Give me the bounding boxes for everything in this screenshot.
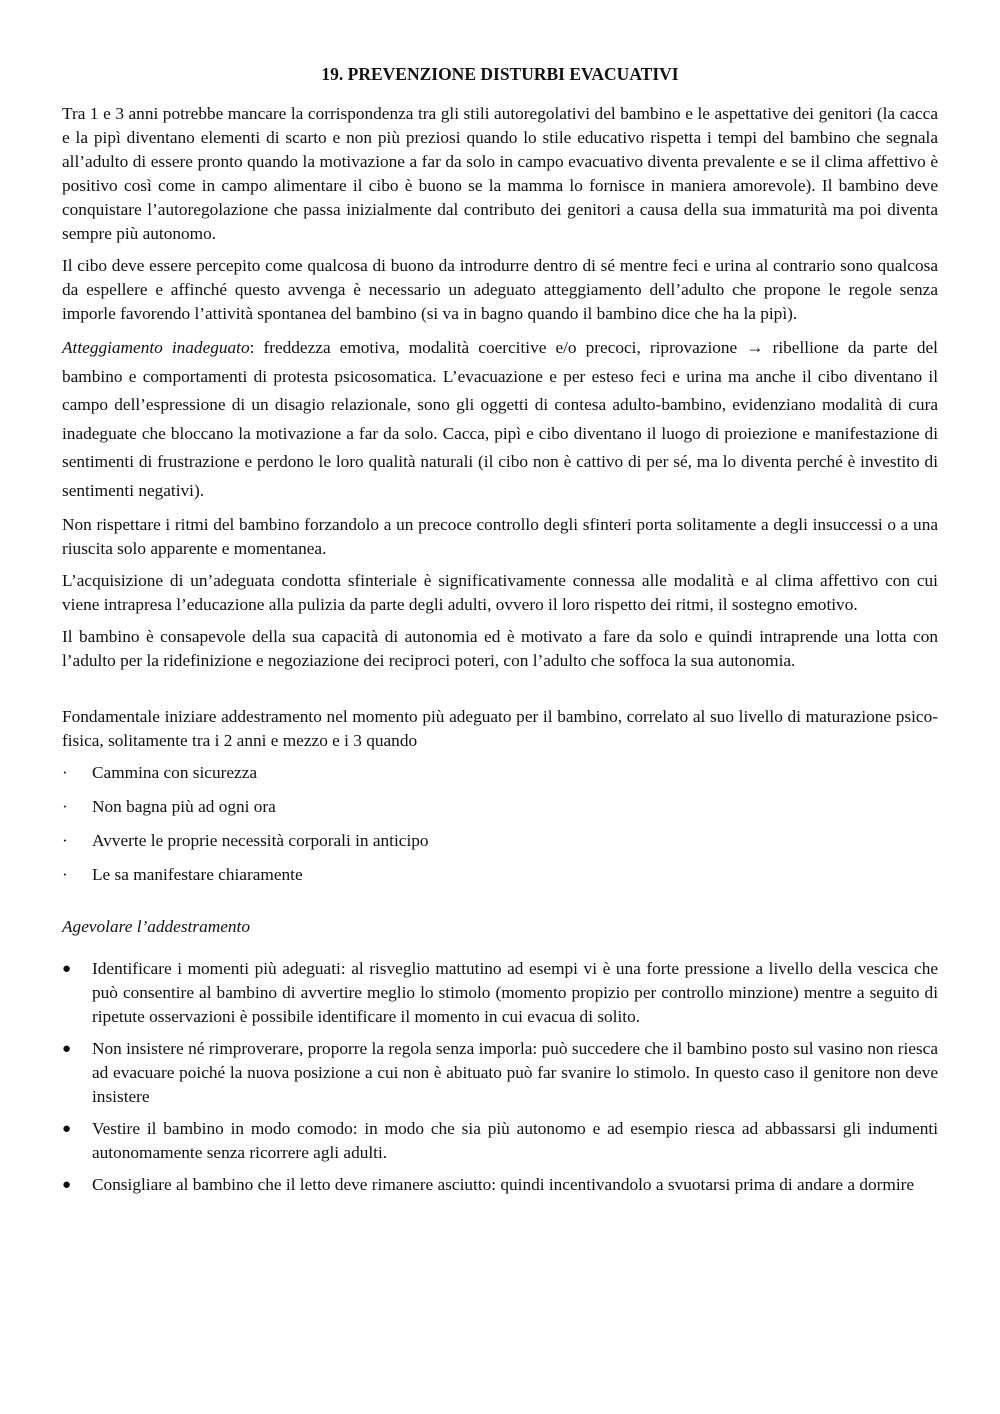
dot-marker: ·	[62, 797, 68, 816]
bullet-marker: ●	[62, 1177, 72, 1193]
readiness-list	[62, 761, 938, 887]
bullet-marker: ●	[62, 1121, 72, 1137]
inadequate-attitude-text: : freddezza emotiva, modalità coercitive e/o precoci, riprovazione → ribellione da parte del bambino e comportamenti di protesta psicosomatica. L’evacuazione e per esteso feci e urina ma anche il cibo diventano il campo dell’espressione di un disagio relazionale, sono gli oggetti di contesa adulto-bambino, evidenziano modalità di cura inadeguate che bloccano la motivazione a far da solo. Cacca, pipì e cibo diventano il luogo di proiezione e manifestazione di sentimenti di frustrazione e perdono le loro qualità naturali (il cibo non è cattivo di per sé, ma lo diventa perché è investito di sentimenti negativi).	[62, 338, 938, 500]
bullet-marker: ●	[62, 961, 72, 977]
list-item-text: Consigliare al bambino che il letto deve rimanere asciutto: quindi incentivandolo a svuotarsi prima di andare a dormire	[92, 1175, 915, 1194]
paragraph-rhythms: Non rispettare i ritmi del bambino forzandolo a un precoce controllo degli sfinteri porta solitamente a degli insuccessi o a una riuscita solo apparente e momentanea.	[62, 515, 938, 558]
tips-list	[62, 957, 938, 1197]
page-title: 19. PREVENZIONE DISTURBI EVACUATIVI	[321, 64, 679, 84]
list-item-text: Non bagna più ad ogni ora	[92, 797, 276, 816]
list-item	[62, 829, 938, 853]
paragraph-food: Il cibo deve essere percepito come qualcosa di buono da introdurre dentro di sé mentre feci e urina al contrario sono qualcosa da espellere e affinché questo avvenga è necessario un adeguato atteggiamento dell’adulto che propone le regole senza imporle favorendo l’attività spontanea del bambino (si va in bagno quando il bambino dice che ha la pipì).	[62, 256, 938, 323]
document-page	[62, 62, 938, 1205]
paragraph-autonomy: Il bambino è consapevole della sua capacità di autonomia ed è motivato a fare da solo e quindi intraprende una lotta con l’adulto per la ridefinizione e negoziazione dei reciproci poteri, con l’adulto che soffoca la sua autonomia.	[62, 627, 938, 670]
paragraph-inadequate-attitude	[62, 334, 938, 505]
dot-marker: ·	[62, 831, 68, 850]
section-title: Agevolare l’addestramento	[62, 917, 250, 936]
list-item-text: Cammina con sicurezza	[92, 763, 258, 782]
list-item	[62, 1173, 938, 1197]
paragraph-readiness: Fondamentale iniziare addestramento nel momento più adeguato per il bambino, correlato al suo livello di maturazione psico-fisica, solitamente tra i 2 anni e mezzo e i 3 quando	[62, 707, 938, 750]
list-item-text: Avverte le proprie necessità corporali in anticipo	[92, 831, 429, 850]
dot-marker: ·	[62, 763, 68, 782]
list-item-text: Identificare i momenti più adeguati: al risveglio mattutino ad esempi vi è una forte pressione a livello della vescica che può consentire al bambino di avvertire meglio lo stimolo (momento propizio per controllo minzione) mentre a seguito di ripetute osservazioni è possibile identificare il momento in cui evacua di solito.	[92, 959, 938, 1026]
list-item	[62, 1117, 938, 1165]
bullet-marker: ●	[62, 1041, 72, 1057]
list-item-text: Vestire il bambino in modo comodo: in modo che sia più autonomo e ad esempio riesca ad abbassarsi gli indumenti autonomamente senza ricorrere agli adulti.	[92, 1119, 938, 1162]
list-item	[62, 863, 938, 887]
list-item	[62, 957, 938, 1029]
dot-marker: ·	[62, 865, 68, 884]
list-item	[62, 795, 938, 819]
list-item	[62, 761, 938, 785]
list-item-text: Non insistere né rimproverare, proporre la regola senza imporla: può succedere che il bambino posto sul vasino non riesca ad evacuare poiché la nuova posizione a cui non è abituato può far svanire lo stimolo. In questo caso il genitore non deve insistere	[92, 1039, 938, 1106]
list-item	[62, 1037, 938, 1109]
paragraph-acquisition: L’acquisizione di un’adeguata condotta sfinteriale è significativamente connessa alle modalità e al clima affettivo con cui viene intrapresa l’educazione alla pulizia da parte degli adulti, ovvero il loro rispetto dei ritmi, il sostegno emotivo.	[62, 571, 938, 614]
inadequate-attitude-lead: Atteggiamento inadeguato	[62, 338, 250, 357]
paragraph-intro: Tra 1 e 3 anni potrebbe mancare la corrispondenza tra gli stili autoregolativi del bambino e le aspettative dei genitori (la cacca e la pipì diventano elementi di scarto e non più preziosi quando lo stile educativo rispetta i tempi del bambino che segnala all’adulto di essere pronto quando la motivazione a far da solo in campo evacuativo diventa prevalente e se il clima affettivo è positivo così come in campo alimentare il cibo è buono se la mamma lo fornisce in maniera amorevole). Il bambino deve conquistare l’autoregolazione che passa inizialmente dal contributo dei genitori a causa della sua immaturità ma poi diventa sempre più autonomo.	[62, 104, 938, 243]
list-item-text: Le sa manifestare chiaramente	[92, 865, 303, 884]
